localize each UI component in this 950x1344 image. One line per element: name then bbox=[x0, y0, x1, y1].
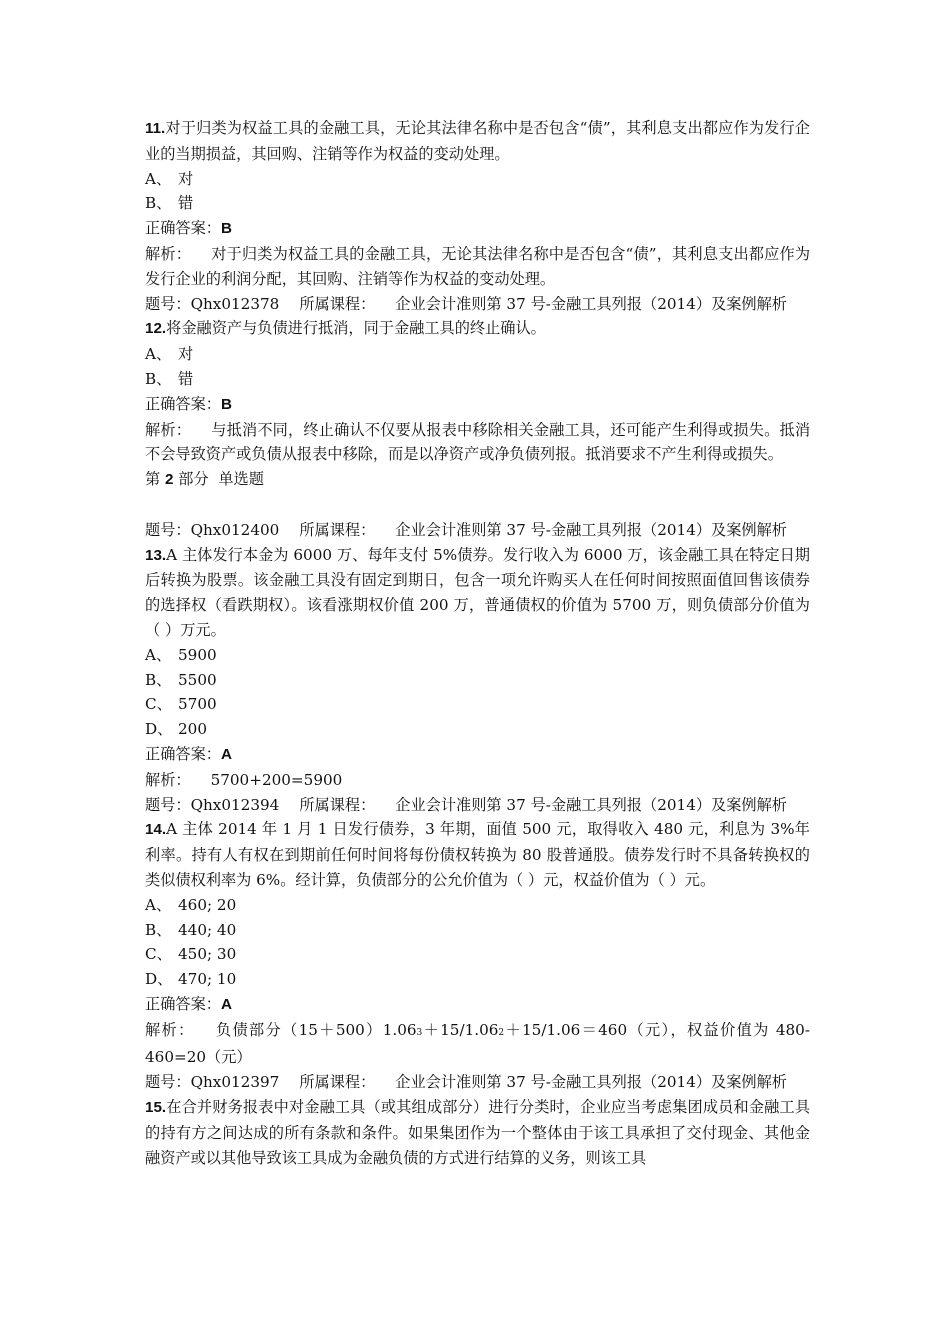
answer-value: B bbox=[220, 220, 232, 238]
option-b bbox=[145, 367, 810, 392]
section-heading bbox=[145, 467, 810, 493]
analysis bbox=[145, 1018, 810, 1071]
option-text: 450; 30 bbox=[178, 945, 237, 964]
answer-value: A bbox=[220, 745, 232, 763]
option-label: A、 bbox=[145, 169, 172, 188]
analysis-label: 解析： bbox=[145, 420, 192, 439]
course-name: 企业会计准则第 37 号-金融工具列报（2014）及案例解析 bbox=[395, 1073, 787, 1092]
answer-value: A bbox=[220, 995, 232, 1013]
option-label: B、 bbox=[145, 920, 172, 939]
analysis bbox=[145, 242, 810, 292]
analysis-text: ＋15/1.06＝460（元），权益价值为 480-460=20（元） bbox=[145, 1020, 810, 1067]
option-label: D、 bbox=[145, 970, 173, 989]
analysis bbox=[145, 768, 810, 793]
analysis-text: 5700+200=5900 bbox=[210, 770, 343, 789]
course-name: 企业会计准则第 37 号-金融工具列报（2014）及案例解析 bbox=[395, 520, 787, 539]
id-label: 题号： bbox=[145, 520, 191, 539]
question-number: 12. bbox=[145, 320, 167, 338]
option-d bbox=[145, 967, 810, 992]
question-id: Qhx012378 bbox=[190, 294, 280, 313]
option-text: 5900 bbox=[178, 645, 217, 664]
option-a bbox=[145, 643, 810, 668]
question-11 bbox=[145, 116, 810, 167]
question-text: 对于归类为权益工具的金融工具，无论其法律名称中是否包含“债”，其利息支出都应作为发行企业的当期损益，其回购、注销等作为权益的变动处理。 bbox=[145, 119, 810, 163]
option-label: B、 bbox=[145, 194, 172, 213]
option-label: C、 bbox=[145, 945, 172, 964]
option-label: B、 bbox=[145, 670, 172, 689]
question-text: 在合并财务报表中对金融工具（或其组成部分）进行分类时，企业应当考虑集团成员和金融工具的持有方之间达成的所有条款和条件。如果集团作为一个整体由于该工具承担了交付现金、其他金融资产或以其他导致该工具成为金融负债的方式进行结算的义务，则该工具 bbox=[145, 1098, 810, 1167]
question-meta bbox=[145, 518, 810, 543]
option-label: A、 bbox=[145, 895, 172, 914]
question-number: 11. bbox=[145, 120, 166, 137]
option-text: 460; 20 bbox=[178, 895, 237, 914]
question-13 bbox=[145, 543, 810, 643]
question-number: 15. bbox=[145, 1099, 167, 1117]
correct-answer bbox=[145, 742, 810, 768]
option-label: A、 bbox=[145, 645, 172, 664]
question-number: 13. bbox=[145, 546, 167, 564]
question-15 bbox=[145, 1095, 810, 1170]
option-label: B、 bbox=[145, 369, 172, 388]
question-text: A 主体发行本金为 6000 万、每年支付 5%债券。发行收入为 6000 万，该金融工具在特定日期后转换为股票。该金融工具没有固定到期日，包含一项允许购买人在任何时间按照面值回售该债券的选择权（看跌期权）。该看涨期权价值 200 万，普通债权的价值为 5700 万，则负债部分价值为（ ）万元。 bbox=[145, 545, 810, 639]
analysis-text: 与抵消不同，终止确认不仅要从报表中移除相关金融工具，还可能产生利得或损失。抵消不会导致资产或负债从报表中移除，而是以净资产或净负债列报。抵消要求不产生利得或损失。 bbox=[145, 420, 811, 464]
question-id: Qhx012400 bbox=[190, 520, 280, 539]
option-a bbox=[145, 342, 810, 367]
course-label: 所属课程： bbox=[299, 520, 376, 539]
option-text: 470; 10 bbox=[178, 970, 237, 989]
section-prefix: 第 bbox=[145, 470, 161, 489]
answer-label: 正确答案： bbox=[145, 994, 221, 1013]
analysis-text: 负债部分（15＋500）1.06 bbox=[214, 1020, 417, 1039]
question-14 bbox=[145, 817, 810, 892]
question-text: A 主体 2014 年 1 月 1 日发行债券，3 年期，面值 500 元，取得收入 480 元，利息为 3%年利率。持有人有权在到期前任何时间将每份债权转换为 80 股普通股。债券发行时不具备转换权的类似债权利率为 6%。经计算，负债部分的公允价值为（ ）元，权益价值为（ ）元。 bbox=[145, 820, 810, 889]
course-label: 所属课程： bbox=[299, 795, 376, 814]
answer-label: 正确答案： bbox=[145, 219, 221, 238]
option-b bbox=[145, 191, 810, 216]
exponent: 3 bbox=[416, 1027, 423, 1038]
option-text: 5500 bbox=[178, 670, 217, 689]
option-text: 440; 40 bbox=[178, 920, 237, 939]
question-id: Qhx012394 bbox=[190, 795, 280, 814]
option-text: 对 bbox=[178, 169, 194, 188]
question-meta bbox=[145, 1070, 810, 1095]
section-suffix: 部分 bbox=[178, 470, 209, 489]
question-meta bbox=[145, 793, 810, 818]
answer-value: B bbox=[220, 395, 232, 413]
course-label: 所属课程： bbox=[299, 1073, 376, 1092]
option-text: 对 bbox=[178, 345, 194, 364]
document-content bbox=[145, 116, 810, 1170]
id-label: 题号： bbox=[145, 294, 191, 313]
option-b bbox=[145, 668, 810, 693]
option-label: D、 bbox=[145, 720, 173, 739]
section-number: 2 bbox=[165, 471, 174, 489]
correct-answer bbox=[145, 216, 810, 242]
option-text: 200 bbox=[178, 720, 207, 739]
option-a bbox=[145, 167, 810, 192]
option-c bbox=[145, 692, 810, 717]
correct-answer bbox=[145, 992, 810, 1018]
id-label: 题号： bbox=[145, 1073, 191, 1092]
course-name: 企业会计准则第 37 号-金融工具列报（2014）及案例解析 bbox=[395, 795, 787, 814]
analysis-text: 对于归类为权益工具的金融工具，无论其法律名称中是否包含“债”，其利息支出都应作为发行企业的利润分配，其回购、注销等作为权益的变动处理。 bbox=[145, 244, 811, 288]
option-a bbox=[145, 893, 810, 918]
question-id: Qhx012397 bbox=[190, 1073, 280, 1092]
analysis bbox=[145, 418, 810, 468]
option-d bbox=[145, 717, 810, 742]
section-title: 单选题 bbox=[218, 470, 264, 489]
answer-label: 正确答案： bbox=[145, 394, 221, 413]
option-label: C、 bbox=[145, 695, 172, 714]
option-text: 5700 bbox=[178, 695, 217, 714]
answer-label: 正确答案： bbox=[145, 744, 221, 763]
analysis-label: 解析： bbox=[145, 244, 192, 263]
question-12 bbox=[145, 316, 810, 342]
exponent: 2 bbox=[498, 1027, 505, 1038]
correct-answer bbox=[145, 392, 810, 418]
option-label: A、 bbox=[145, 345, 172, 364]
course-name: 企业会计准则第 37 号-金融工具列报（2014）及案例解析 bbox=[395, 294, 787, 313]
question-text: 将金融资产与负债进行抵消，同于金融工具的终止确认。 bbox=[166, 319, 546, 338]
option-c bbox=[145, 942, 810, 967]
id-label: 题号： bbox=[145, 795, 191, 814]
option-b bbox=[145, 918, 810, 943]
analysis-label: 解析： bbox=[145, 1020, 195, 1039]
question-meta bbox=[145, 292, 810, 317]
option-text: 错 bbox=[178, 369, 194, 388]
question-number: 14. bbox=[145, 821, 167, 839]
spacer bbox=[145, 493, 810, 518]
analysis-label: 解析： bbox=[145, 770, 191, 789]
course-label: 所属课程： bbox=[299, 294, 376, 313]
analysis-text: ＋15/1.06 bbox=[422, 1020, 499, 1039]
option-text: 错 bbox=[178, 194, 194, 213]
